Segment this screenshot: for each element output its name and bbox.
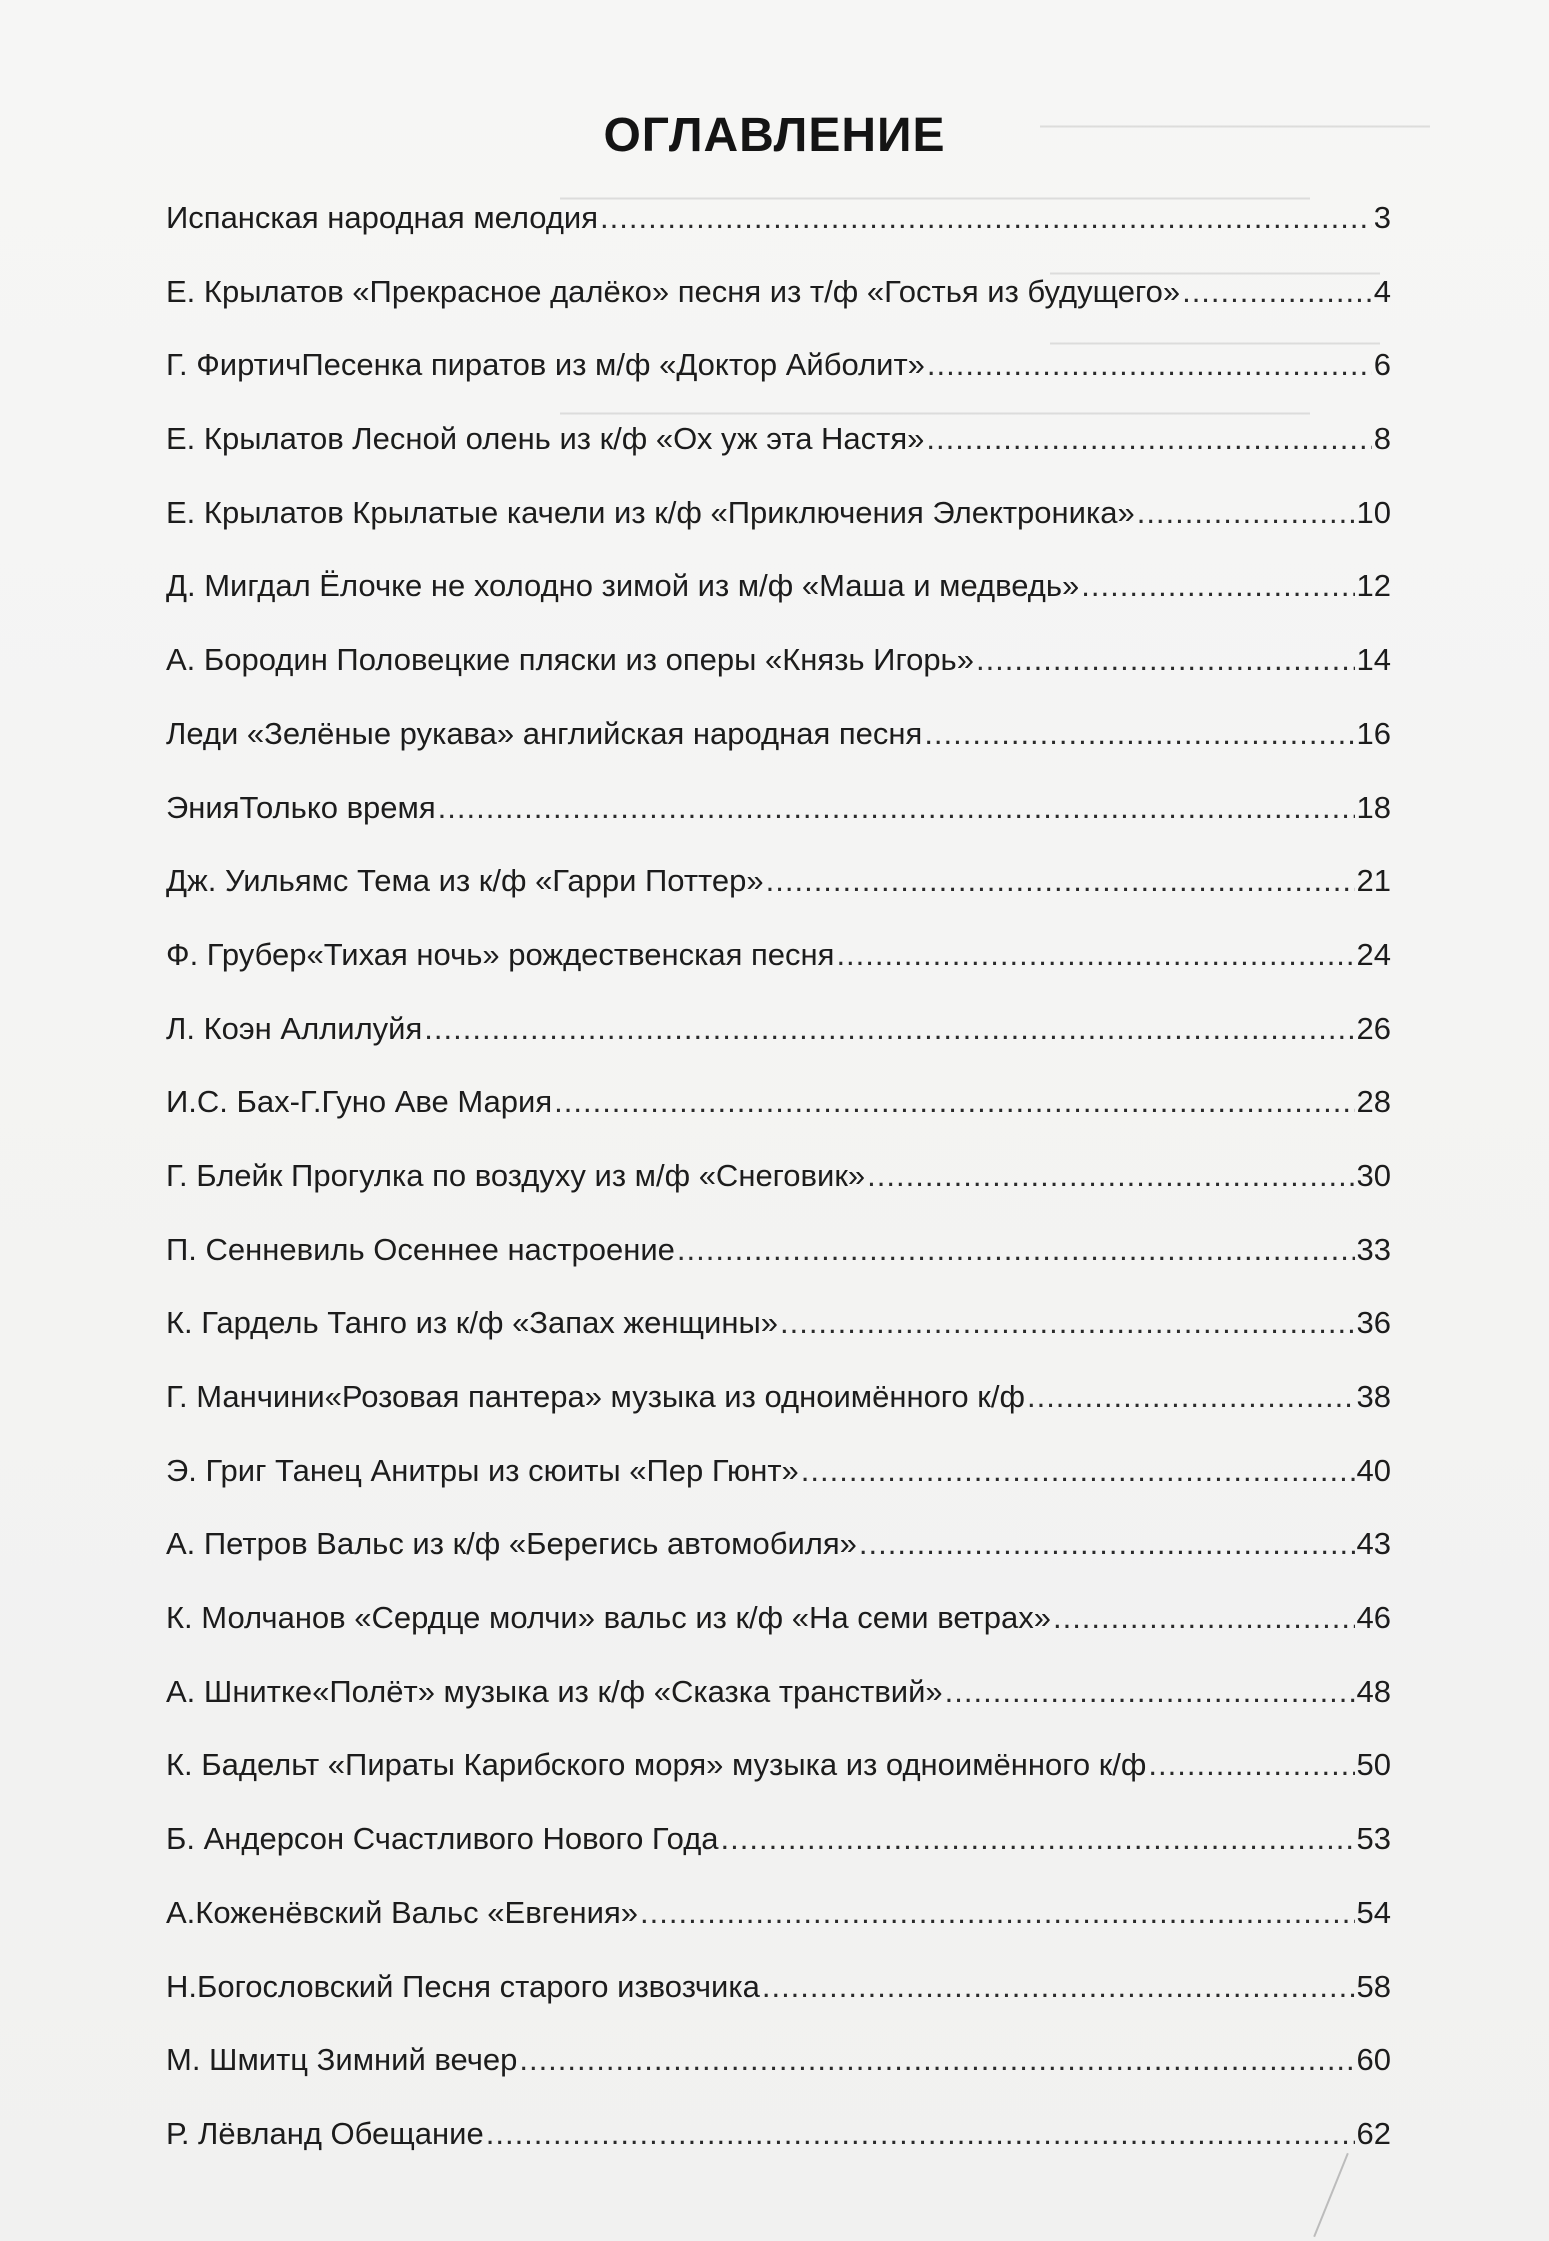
dot-leader <box>926 421 1371 457</box>
toc-entry <box>166 1821 1391 1895</box>
dot-leader <box>867 1158 1354 1194</box>
dot-leader <box>766 863 1355 899</box>
toc-entry-page: 12 <box>1356 568 1391 604</box>
toc-entry <box>166 1526 1391 1600</box>
toc-entry <box>166 274 1391 348</box>
dot-leader <box>519 2042 1354 2078</box>
toc-entry <box>166 642 1391 716</box>
toc-entry-title: Н.Богословский Песня старого извозчика <box>166 1968 760 2004</box>
toc-entry <box>166 347 1391 421</box>
bleed-through-text: ————————————————————————— <box>560 395 1310 428</box>
toc-entry <box>166 937 1391 1011</box>
page-title: ОГЛАВЛЕНИЕ <box>603 109 946 162</box>
toc-entry <box>166 1305 1391 1379</box>
dot-leader <box>486 2116 1355 2152</box>
dot-leader <box>924 716 1354 752</box>
dot-leader <box>945 1674 1355 1710</box>
dot-leader <box>859 1526 1355 1562</box>
toc-entry-page: 8 <box>1373 421 1391 457</box>
toc-entry-page: 62 <box>1356 2115 1391 2151</box>
bleed-through-text: ————————————————————————— <box>560 180 1310 213</box>
toc-entry <box>166 495 1391 569</box>
dot-leader <box>424 1011 1354 1047</box>
dot-leader <box>1081 568 1354 604</box>
toc-entry <box>166 1084 1391 1158</box>
dot-leader <box>600 200 1372 236</box>
toc-entry-page: 10 <box>1356 494 1391 530</box>
toc-entry <box>166 1969 1391 2043</box>
dot-leader <box>801 1453 1355 1489</box>
toc-entry-page: 16 <box>1356 715 1391 751</box>
toc-entry-title: Г. ФиртичПесенка пиратов из м/ф «Доктор Айболит» <box>166 347 925 383</box>
dot-leader <box>1148 1747 1354 1783</box>
toc-entry-page: 6 <box>1373 347 1391 383</box>
toc-entry-page: 46 <box>1356 1600 1391 1636</box>
dot-leader <box>677 1232 1355 1268</box>
table-of-contents <box>166 200 1391 2190</box>
toc-entry-title: Р. Лёвланд Обещание <box>166 2115 484 2151</box>
toc-entry <box>166 1600 1391 1674</box>
toc-entry <box>166 1232 1391 1306</box>
toc-entry <box>166 421 1391 495</box>
toc-entry-title: П. Сенневиль Осеннее настроение <box>166 1231 675 1267</box>
toc-entry-page: 3 <box>1373 200 1391 235</box>
dot-leader <box>640 1895 1355 1931</box>
dot-leader <box>554 1084 1354 1120</box>
toc-entry-page: 18 <box>1356 789 1391 825</box>
dot-leader <box>976 642 1355 678</box>
toc-entry <box>166 1011 1391 1085</box>
toc-entry <box>166 1158 1391 1232</box>
toc-entry-title: Г. Блейк Прогулка по воздуху из м/ф «Снеговик» <box>166 1157 866 1193</box>
toc-entry-title: ЭнияТолько время <box>166 789 436 825</box>
toc-entry <box>166 200 1391 274</box>
bleed-through-text: ——————————— <box>1050 325 1380 358</box>
dot-leader <box>438 790 1355 826</box>
toc-entry-page: 54 <box>1356 1894 1391 1930</box>
dot-leader <box>1027 1379 1355 1415</box>
toc-entry <box>166 863 1391 937</box>
toc-entry-title: И.С. Бах-Г.Гуно Аве Мария <box>166 1084 553 1120</box>
toc-entry-page: 33 <box>1356 1231 1391 1267</box>
toc-entry <box>166 716 1391 790</box>
toc-entry <box>166 1747 1391 1821</box>
toc-entry-title: Леди «Зелёные рукава» английская народная песня <box>166 715 923 751</box>
toc-entry-title: Е. Крылатов Крылатые качели из к/ф «Приключения Электроника» <box>166 494 1135 530</box>
toc-entry-page: 43 <box>1356 1526 1391 1562</box>
toc-entry-page: 48 <box>1356 1673 1391 1709</box>
toc-entry <box>166 1895 1391 1969</box>
toc-entry-page: 24 <box>1356 936 1391 972</box>
toc-entry-page: 38 <box>1356 1379 1391 1414</box>
toc-entry-page: 30 <box>1356 1157 1391 1193</box>
bleed-through-text: ——————————— <box>1050 255 1380 288</box>
toc-entry-page: 4 <box>1373 273 1391 309</box>
toc-entry-title: Е. Крылатов Лесной олень из к/ф «Ох уж эта Настя» <box>166 421 925 457</box>
toc-entry <box>166 2116 1391 2190</box>
dot-leader <box>927 347 1372 383</box>
toc-entry-title: Дж. Уильямс Тема из к/ф «Гарри Поттер» <box>166 863 764 899</box>
toc-entry-title: К. Молчанов «Сердце молчи» вальс из к/ф «На семи ветрах» <box>166 1600 1051 1636</box>
toc-entry-title: А. Петров Вальс из к/ф «Берегись автомобиля» <box>166 1526 857 1562</box>
dot-leader <box>1053 1600 1355 1636</box>
toc-entry-title: А.Коженёвский Вальс «Евгения» <box>166 1894 638 1930</box>
toc-entry <box>166 1674 1391 1748</box>
toc-entry-title: Г. Манчини«Розовая пантера» музыка из одноимённого к/ф <box>166 1379 1025 1414</box>
toc-entry-title: М. Шмитц Зимний вечер <box>166 2042 518 2078</box>
toc-entry-page: 60 <box>1356 2042 1391 2078</box>
dot-leader <box>836 937 1354 973</box>
toc-entry-page: 40 <box>1356 1452 1391 1488</box>
toc-entry-title: Е. Крылатов «Прекрасное далёко» песня из т/ф «Гостья из будущего» <box>166 273 1181 309</box>
dot-leader <box>1137 495 1355 531</box>
toc-entry-page: 36 <box>1356 1305 1391 1341</box>
toc-entry-title: А. Бородин Половецкие пляски из оперы «Князь Игорь» <box>166 642 974 678</box>
toc-entry-title: К. Бадельт «Пираты Карибского моря» музыка из одноимённого к/ф <box>166 1747 1147 1783</box>
toc-entry-page: 28 <box>1356 1084 1391 1120</box>
toc-entry-title: Л. Коэн Аллилуйя <box>166 1010 423 1046</box>
dot-leader <box>762 1969 1355 2005</box>
dot-leader <box>780 1305 1355 1341</box>
dot-leader <box>721 1821 1355 1857</box>
toc-entry <box>166 1453 1391 1527</box>
toc-entry <box>166 790 1391 864</box>
toc-entry-title: Э. Григ Танец Анитры из сюиты «Пер Гюнт» <box>166 1452 799 1488</box>
toc-entry-page: 26 <box>1356 1010 1391 1046</box>
toc-entry <box>166 2042 1391 2116</box>
toc-entry-title: Д. Мигдал Ёлочке не холодно зимой из м/ф «Маша и медведь» <box>166 568 1080 604</box>
toc-entry-page: 50 <box>1356 1747 1391 1783</box>
toc-entry-page: 21 <box>1356 863 1391 899</box>
toc-entry-page: 58 <box>1356 1968 1391 2004</box>
toc-entry-page: 53 <box>1356 1821 1391 1857</box>
toc-entry-title: Б. Андерсон Счастливого Нового Года <box>166 1821 719 1857</box>
toc-entry-page: 14 <box>1356 642 1391 678</box>
toc-entry-title: Испанская народная мелодия <box>166 200 599 235</box>
toc-entry <box>166 1379 1391 1453</box>
bleed-through-text: ————————————— <box>1040 108 1430 141</box>
dot-leader <box>1182 274 1372 310</box>
toc-entry-title: Ф. Грубер«Тихая ночь» рождественская песня <box>166 936 835 972</box>
toc-entry-title: К. Гардель Танго из к/ф «Запах женщины» <box>166 1305 778 1341</box>
toc-entry-title: А. Шнитке«Полёт» музыка из к/ф «Сказка транствий» <box>166 1673 943 1709</box>
toc-entry <box>166 568 1391 642</box>
